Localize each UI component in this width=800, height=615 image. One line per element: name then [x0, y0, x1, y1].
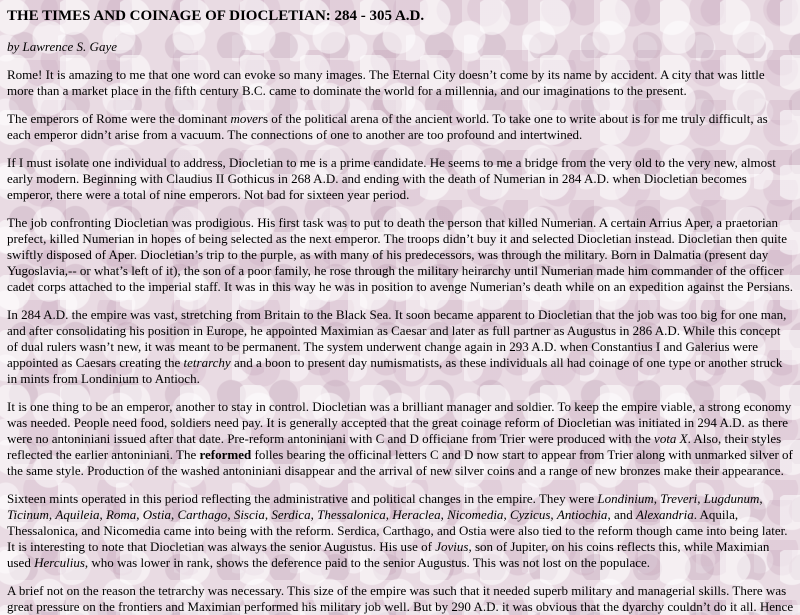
- italic-term: tetrarchy: [183, 355, 231, 370]
- italic-term: mover: [230, 111, 263, 126]
- text-run: Sixteen mints operated in this period reflecting the administrative and political changes in the empire. They were: [7, 491, 598, 506]
- text-run: In 284 A.D. the empire was vast, stretching from Britain to the Black Sea. It soon became apparent to Diocletian that the job was too big for one man, and after consolidating his position in Europe, he appointed Maximian as Caesar and later as full partner as Augustus in 286 A.D. While this concept of dual rulers wasn’t new, it was meant to be permanent. The system underwent change again in 293 A.D. when Constantius I and Galerius were appointed as Caesars creating the: [7, 307, 787, 370]
- italic-term: vota X: [654, 431, 688, 446]
- mint-name: Aquileia: [55, 507, 100, 522]
- article-title: THE TIMES AND COINAGE OF DIOCLETIAN: 284 - 305 A.D.: [7, 8, 425, 24]
- italic-term: Herculius: [34, 555, 85, 570]
- mint-name: Lugdunum: [703, 491, 760, 506]
- text-run: The emperors of Rome were the dominant: [7, 111, 231, 126]
- mint-name: Londinium: [597, 491, 654, 506]
- text-run: , who was lower in rank, shows the deference paid to the senior Augustus. This was not lost on the populace.: [84, 555, 651, 570]
- mint-name: Antiochia: [556, 507, 608, 522]
- paragraph-8: A brief not on the reason the tetrarchy was necessary. This size of the empire was such that it needed superb military and managerial skills. There was great pressure on the frontiers and Maximian performed his military job well. But by 290 A.D. it was obvious that the dyarchy couldn’t do it all. Hence: [7, 583, 794, 614]
- mint-name: Ostia: [142, 507, 171, 522]
- text-run: , son of Jupiter, on his coins reflects this, while Maximian used: [7, 539, 770, 570]
- text-run: . Aquila, Thessalonica, and Nicomedia came into being with the reform. Serdica, Carthago, and Ostia were also tied to the reform though came into being later. It is interesting to note that Diocletian was always the senior Augustus. His use of: [7, 507, 788, 554]
- paragraph-3: If I must isolate one individual to address, Diocletian to me is a prime candidate. He seems to me a bridge from the very old to the very new, almost early modern. Beginning with Claudius II Gothicus in 268 A.D. and ending with the death of Numerian in 284 A.D. when Diocletian becomes emperor, there were a total of nine emperors. Not bad for sixteen year period.: [7, 155, 776, 202]
- mint-name: Ticinum: [7, 507, 49, 522]
- paragraph-5: [7, 307, 794, 387]
- paragraph-4: The job confronting Diocletian was prodigious. His first task was to put to death the person that killed Numerian. A certain Arrius Aper, a praetorian prefect, killed Numerian in hopes of being selected as the next emperor. The troops didn’t buy it and selected Diocletian instead. Diocletian then quite swiftly disposed of Aper. Diocletian’s trip to the purple, as with many of his predecessors, was through the military. Born in Dalmatia (present day Yugoslavia,-- or what’s left of it), the son of a poor family, he rose through the military heirarchy until Numerian made him commander of the officer cadet corps attached to the imperial staff. It was in this way he was in position to avenge Numerian’s death while on an expedition against the Persians.: [7, 215, 794, 294]
- mint-name: Alexandria: [635, 507, 694, 522]
- article-byline: by Lawrence S. Gaye: [7, 39, 117, 54]
- text-run: s of the political arena of the ancient world. To take one to write about is for me truly difficult, as each emperor didn’t arise from a vacuum. The connections of one to another are too profound and intertwined.: [7, 111, 768, 142]
- italic-term: Jovius: [435, 539, 469, 554]
- mint-name: Roma: [105, 507, 137, 522]
- mint-name: Serdica: [271, 507, 311, 522]
- mint-name: Thessalonica: [317, 507, 386, 522]
- mint-name: Cyzicus: [509, 507, 551, 522]
- text-run: It is one thing to be an emperor, another to stay in control. Diocletian was a brilliant manager and soldier. To keep the empire viable, a strong economy was needed. People need food, soldiers need pay. It is generally accepted that the great coinage reform of Diocletian was initiated in 294 A.D. as there were no antoniniani issued after that date. Pre-reform antoniniani with C and D officiane from Trier were produced with the: [7, 399, 792, 446]
- mint-name: Heraclea: [392, 507, 441, 522]
- text-run: , and: [607, 507, 636, 522]
- paragraph-7: [7, 491, 794, 571]
- mint-name: Siscia: [233, 507, 265, 522]
- text-run: . Also, their styles reflected the earlier antoniniani. The: [7, 431, 782, 462]
- bold-term: reformed: [199, 447, 252, 462]
- paragraph-6: [7, 399, 794, 479]
- mint-name: Treveri: [660, 491, 698, 506]
- paragraph-2: [7, 111, 794, 143]
- mint-name: Carthago: [177, 507, 228, 522]
- mint-list: Londinium, Treveri, Lugdunum, Ticinum, Aquileia, Roma, Ostia, Carthago, Siscia, Serdica, Thessalonica, Heraclea, Nicomedia, Cyzicus, Antiochia: [7, 491, 763, 522]
- paragraph-1: Rome! It is amazing to me that one word can evoke so many images. The Eternal City doesn’t come by its name by accident. A city that was little more than a market place in the fifth century B.C. came to dominate the world for a millennia, and our imaginations to the present.: [7, 67, 765, 98]
- mint-name: Nicomedia: [447, 507, 504, 522]
- text-run: and a boon to present day numismatists, as these individuals all had coinage of one type or another struck in mints from Londinium to Antioch.: [7, 355, 783, 386]
- text-run: folles bearing the officinal letters C and D now start to appear from Trier along with unmarked silver of the same style. Production of the washed antoniniani disappear and the arrival of new silver coins and a range of new bronzes make their appearance.: [7, 447, 793, 478]
